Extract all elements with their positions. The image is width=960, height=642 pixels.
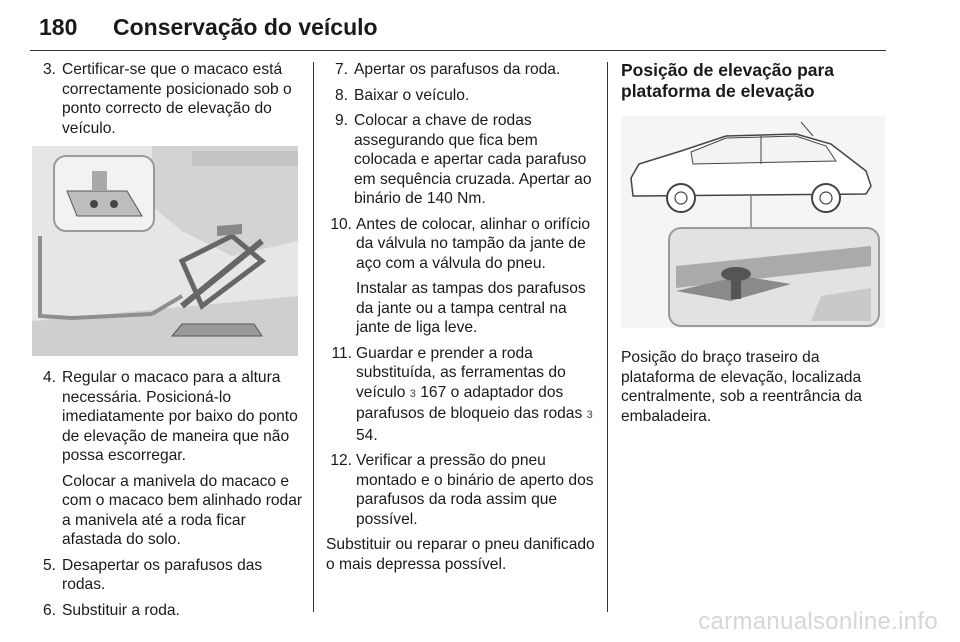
list-number: 6. xyxy=(42,601,56,619)
list-text: Certificar-se que o macaco está correctamente posicionado sob o ponto correcto de elevação do veículo. xyxy=(62,61,292,137)
closing-paragraph: Substituir ou reparar o pneu danificado o mais depressa possível. xyxy=(326,536,595,573)
page-reference-link[interactable]: 54. xyxy=(356,426,378,444)
list-number: 5. xyxy=(42,556,56,574)
list-item xyxy=(34,60,304,138)
page-title: Conservação do veículo xyxy=(113,14,378,40)
list-item xyxy=(34,601,304,621)
lift-point-illustration xyxy=(621,116,885,328)
list-text: Substituir a roda. xyxy=(62,601,180,619)
list-item xyxy=(326,111,596,209)
page-header xyxy=(30,0,886,51)
list-item xyxy=(326,215,596,338)
list-subtext: Instalar as tampas dos parafusos da jante ou a tampa central na jante de liga leve. xyxy=(356,280,586,336)
list-number: 4. xyxy=(42,369,56,386)
list-text: Colocar a chave de rodas assegurando que fica bem colocada e apertar cada parafuso em sequência cruzada. Apertar ao binário de 140 Nm. xyxy=(354,112,592,207)
list-subtext: Colocar a manivela do macaco e com o macaco bem alinhado rodar a manivela até a roda ficar afastada do solo. xyxy=(62,472,303,548)
column-divider xyxy=(313,62,314,612)
list-text: Baixar o veículo. xyxy=(354,86,470,104)
list-number: 9. xyxy=(334,112,348,129)
list-text: Regular o macaco para a altura necessária. Posicioná-lo imediatamente por baixo do ponto de elevação de maneira que não possa escorregar. xyxy=(62,369,298,464)
column-divider xyxy=(607,62,608,612)
list-number: 8. xyxy=(334,86,348,104)
list-text: Verificar a pressão do pneu montado e o binário de aperto dos parafusos da roda assim que possível. xyxy=(356,452,594,528)
car-lift-position-image xyxy=(621,116,885,328)
jack-under-car-image xyxy=(32,146,298,356)
list-item xyxy=(326,60,596,80)
list-text: Desapertar os parafusos das rodas. xyxy=(62,556,263,593)
list-item xyxy=(326,86,596,106)
jack-illustration xyxy=(32,146,298,356)
list-item xyxy=(34,368,304,550)
figure-caption: Posição do braço traseiro da plataforma de elevação, localizada centralmente, sob a reentrância da embaladeira. xyxy=(621,349,862,425)
list-item xyxy=(326,451,596,529)
list-item xyxy=(326,344,596,446)
column-middle xyxy=(326,60,596,574)
page-number: 180 xyxy=(39,14,78,40)
page-reference-icon: 3 xyxy=(409,387,416,400)
list-text: Guardar e prender a roda substituída, as ferramentas do veículo xyxy=(356,344,566,401)
section-heading: Posição de elevação para plataforma de elevação xyxy=(621,60,835,101)
list-number: 3. xyxy=(42,61,56,78)
list-item xyxy=(34,556,304,595)
list-number: 12. xyxy=(330,452,352,469)
list-number: 11. xyxy=(331,344,352,362)
list-text: o adaptador dos parafusos de bloqueio das rodas xyxy=(356,383,583,422)
page-reference-link[interactable]: 167 xyxy=(420,383,447,401)
list-text: Apertar os parafusos da roda. xyxy=(354,61,561,78)
watermark: carmanualsonline.info xyxy=(698,608,938,635)
list-number: 10. xyxy=(330,215,352,233)
column-right xyxy=(621,60,889,426)
page-reference-icon: 3 xyxy=(586,409,593,421)
list-text: Antes de colocar, alinhar o orifício da válvula no tampão da jante de aço com a válvula do pneu. xyxy=(356,215,591,272)
list-number: 7. xyxy=(334,61,348,78)
column-left xyxy=(34,60,304,620)
